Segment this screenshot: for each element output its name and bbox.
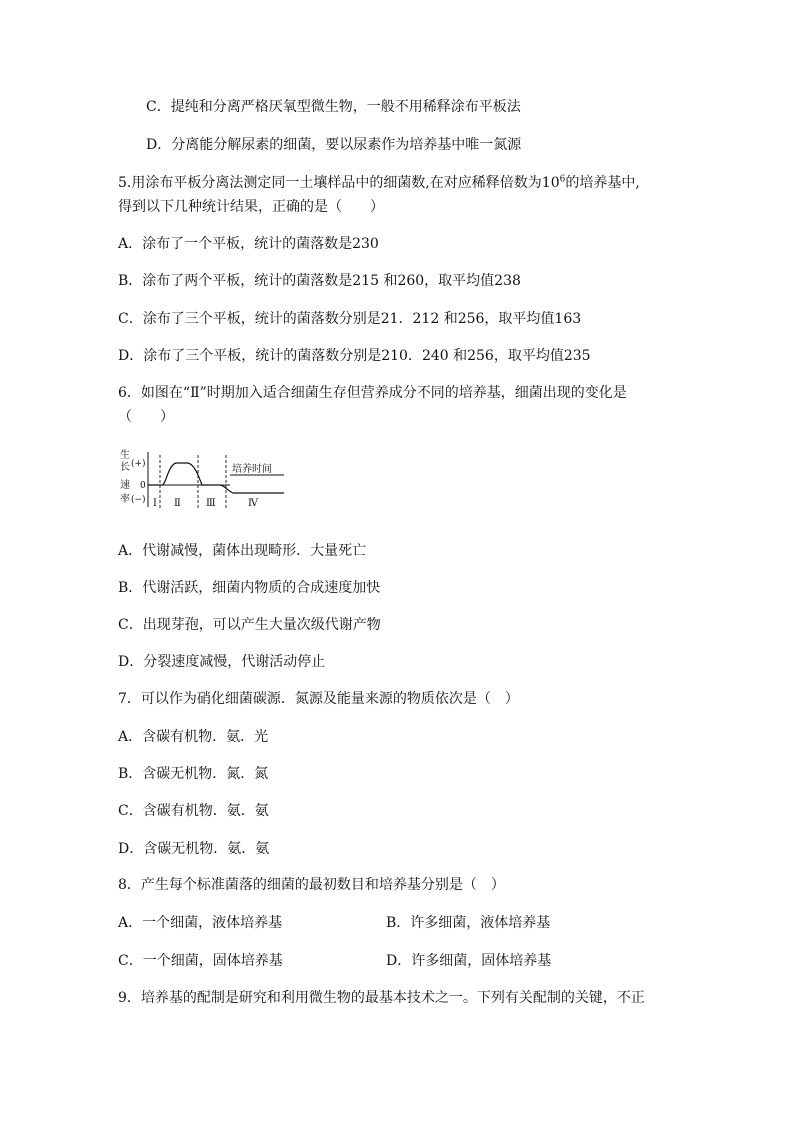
q8-option-d: D．许多细菌，固体培养基 bbox=[386, 953, 552, 969]
zero-label: 0 bbox=[140, 481, 146, 491]
q5-stem-part1: 5.用涂布平板分离法测定同一土壤样品中的细菌数,在对应稀释倍数为10 bbox=[118, 175, 560, 191]
q7-option-c: C．含碳有机物．氨．氨 bbox=[118, 803, 269, 819]
q5-stem-exponent: 6 bbox=[559, 174, 566, 185]
q8-option-c: C．一个细菌，固体培养基 bbox=[118, 953, 283, 969]
q6-option-c: C．出现芽孢，可以产生大量次级代谢产物 bbox=[118, 617, 381, 633]
q6-option-d: D．分裂速度减慢，代谢活动停止 bbox=[118, 654, 326, 670]
q5-stem-part2: 的培养基中, bbox=[565, 175, 640, 191]
q6-stem-line2: （ ） bbox=[118, 409, 174, 425]
q5-option-d: D．涂布了三个平板，统计的菌落数分别是210．240 和256，取平均值235 bbox=[118, 348, 591, 364]
y-label-char-2: 长 bbox=[120, 462, 130, 473]
phase-label-3: Ⅲ bbox=[206, 498, 216, 509]
y-label-char-4: 率 bbox=[120, 494, 130, 505]
q6-option-b: B．代谢活跃，细菌内物质的合成速度加快 bbox=[118, 580, 381, 596]
q6-stem-line1: 6．如图在“Ⅱ”时期加入适合细菌生存但营养成分不同的培养基，细菌出现的变化是 bbox=[118, 385, 627, 401]
q8-option-a: A．一个细菌，液体培养基 bbox=[118, 915, 283, 931]
minus-label: (−) bbox=[131, 495, 146, 505]
q7-stem: 7．可以作为硝化细菌碳源．氮源及能量来源的物质依次是（ ） bbox=[118, 691, 519, 707]
q4-option-d: D．分离能分解尿素的细菌，要以尿素作为培养基中唯一氮源 bbox=[146, 137, 522, 153]
phase-label-4: Ⅳ bbox=[248, 498, 258, 509]
q5-option-c: C．涂布了三个平板，统计的菌落数分别是21．212 和256，取平均值163 bbox=[118, 311, 582, 327]
x-axis-label: 培养时间 bbox=[232, 464, 272, 475]
q7-option-b: B．含碳无机物．氮．氮 bbox=[118, 766, 269, 782]
q6-option-a: A．代谢减慢，菌体出现畸形．大量死亡 bbox=[118, 543, 367, 559]
q7-option-d: D．含碳无机物．氨．氨 bbox=[118, 841, 270, 857]
q5-stem-line2: 得到以下几种统计结果，正确的是（ ） bbox=[118, 199, 384, 215]
growth-rate-figure bbox=[118, 447, 298, 517]
q4-option-c: C．提纯和分离严格厌氧型微生物，一般不用稀释涂布平板法 bbox=[146, 99, 521, 115]
phase-label-1: Ⅰ bbox=[153, 498, 157, 509]
q7-option-a: A．含碳有机物．氨．光 bbox=[118, 729, 269, 745]
phase-label-2: Ⅱ bbox=[174, 498, 181, 509]
q9-stem: 9．培养基的配制是研究和利用微生物的最基本技术之一。下列有关配制的关键，不正 bbox=[118, 990, 645, 1006]
y-label-char-3: 速 bbox=[120, 480, 130, 491]
q8-option-b: B．许多细菌，液体培养基 bbox=[386, 915, 551, 931]
q5-stem-line1 bbox=[118, 174, 640, 192]
plus-label: (+) bbox=[131, 459, 146, 469]
q5-option-a: A．涂布了一个平板，统计的菌落数是230 bbox=[118, 236, 379, 252]
q8-stem: 8．产生每个标准菌落的细菌的最初数目和培养基分别是（ ） bbox=[118, 877, 505, 893]
q5-option-b: B．涂布了两个平板，统计的菌落数是215 和260，取平均值238 bbox=[118, 273, 521, 289]
y-label-char-1: 生 bbox=[120, 450, 130, 461]
